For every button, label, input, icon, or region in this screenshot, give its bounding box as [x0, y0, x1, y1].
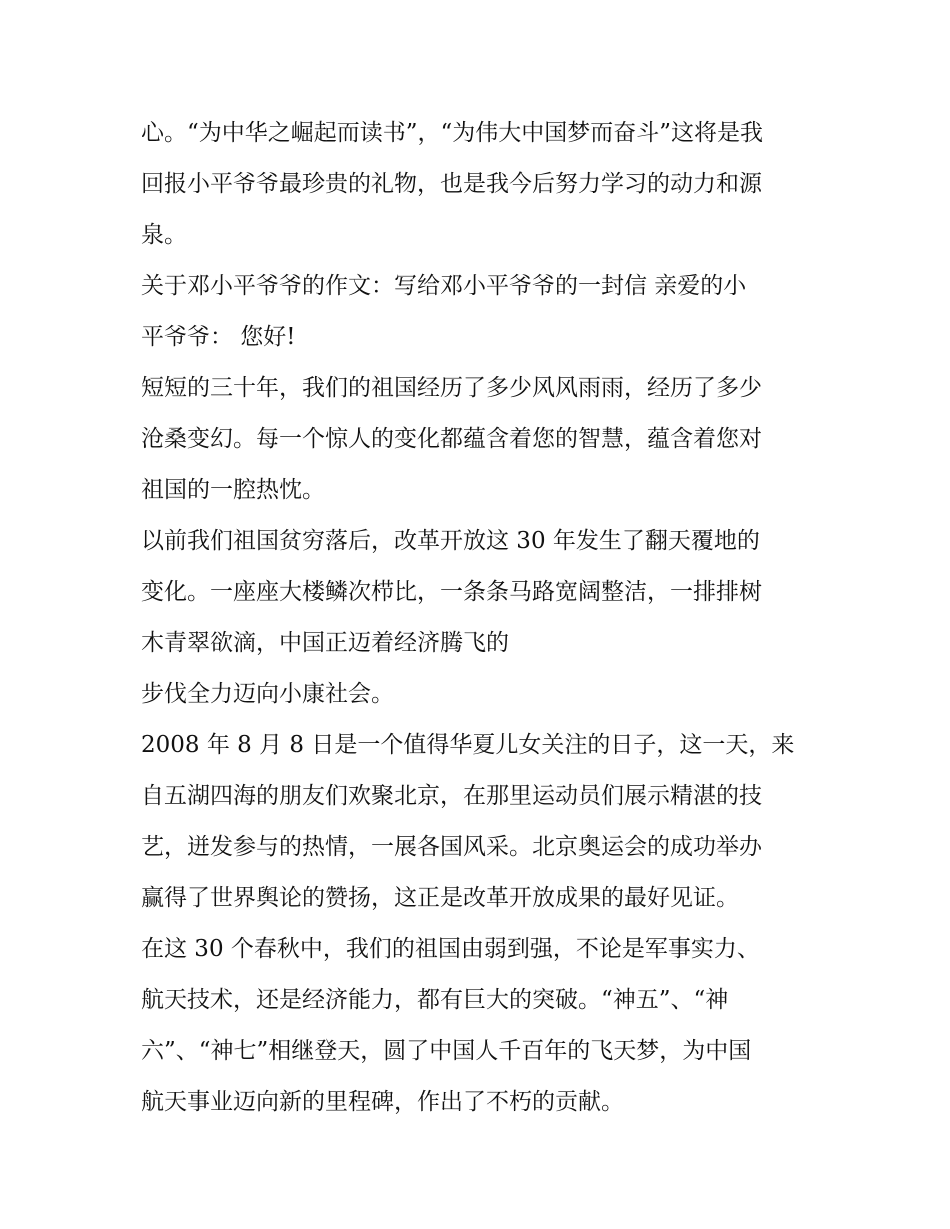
text-line: 2008 年 8 月 8 日是一个值得华夏儿女关注的日子，这一天，来	[141, 732, 795, 758]
text-line: 在这 30 个春秋中，我们的祖国由弱到强，不论是军事实力、	[141, 936, 760, 962]
document-body	[141, 108, 821, 1128]
text-line: 赢得了世界舆论的赞扬，这正是改革开放成果的最好见证。	[141, 885, 739, 911]
text-line: 回报小平爷爷最珍贵的礼物，也是我今后努力学习的动力和源	[141, 171, 762, 197]
text-line: 六”、“神七”相继登天，圆了中国人千百年的飞天梦，为中国	[141, 1038, 752, 1064]
text-line: 心。“为中华之崛起而读书”，“为伟大中国梦而奋斗”这将是我	[141, 120, 764, 146]
text-line: 变化。一座座大楼鳞次栉比，一条条马路宽阔整洁，一排排树	[141, 579, 762, 605]
text-line: 祖国的一腔热忱。	[141, 477, 325, 503]
text-line: 航天技术，还是经济能力，都有巨大的突破。“神五”、“神	[141, 987, 729, 1013]
text-line: 泉。	[141, 222, 187, 248]
text-line: 沧桑变幻。每一个惊人的变化都蕴含着您的智慧，蕴含着您对	[141, 426, 762, 452]
text-line: 自五湖四海的朋友们欢聚北京，在那里运动员们展示精湛的技	[141, 783, 762, 809]
text-line: 关于邓小平爷爷的作文：写给邓小平爷爷的一封信 亲爱的小	[141, 273, 747, 299]
text-line: 步伐全力迈向小康社会。	[141, 681, 394, 707]
text-line: 航天事业迈向新的里程碑，作出了不朽的贡献。	[141, 1089, 624, 1115]
text-line: 木青翠欲滴，中国正迈着经济腾飞的	[141, 630, 509, 656]
text-line: 短短的三十年，我们的祖国经历了多少风风雨雨，经历了多少	[141, 375, 762, 401]
text-line: 平爷爷： 您好!	[141, 324, 296, 350]
text-line: 以前我们祖国贫穷落后，改革开放这 30 年发生了翻天覆地的	[141, 528, 760, 554]
text-line: 艺，迸发参与的热情，一展各国风采。北京奥运会的成功举办	[141, 834, 762, 860]
